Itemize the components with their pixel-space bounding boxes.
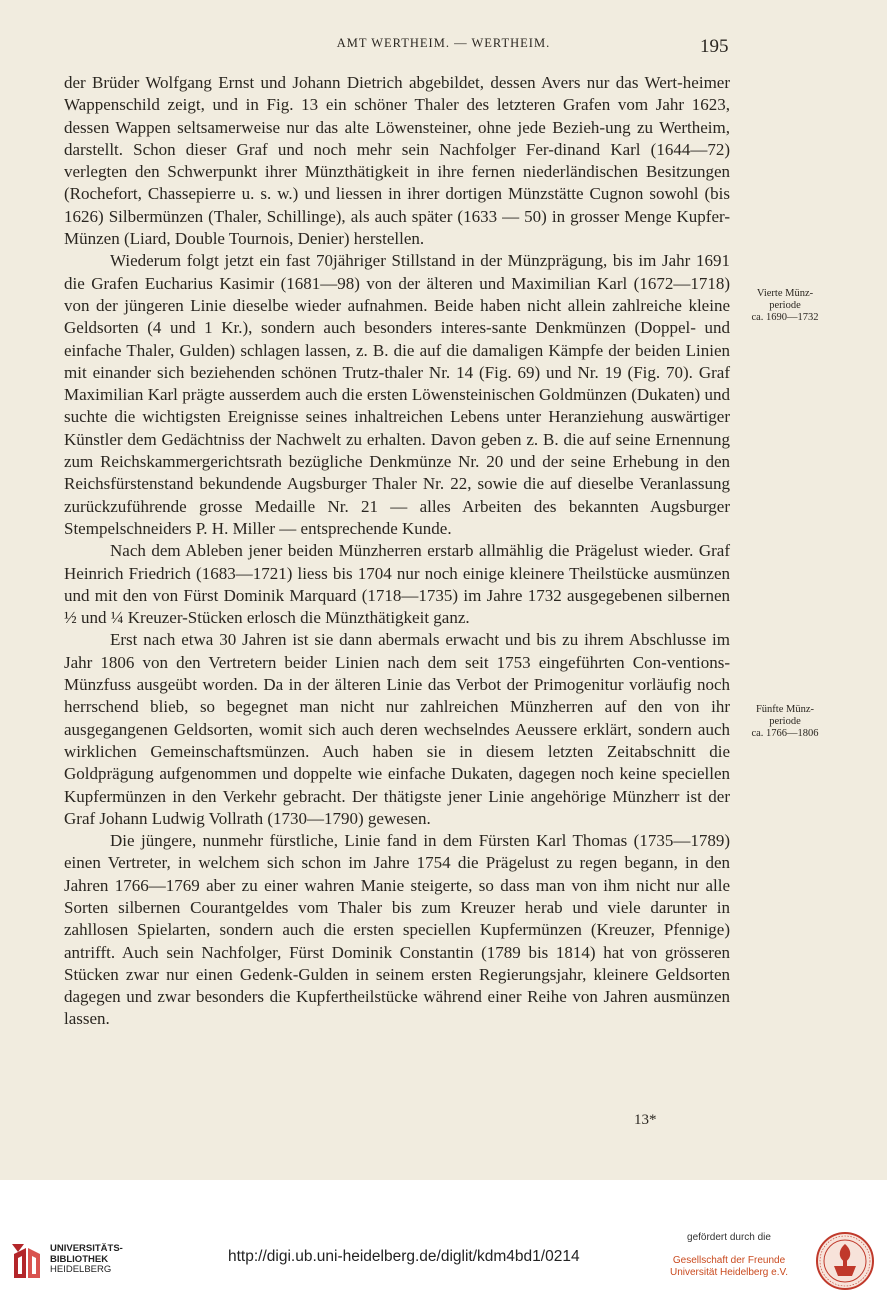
paragraph-2: Wiederum folgt jetzt ein fast 70jähriger Stillstand in der Münzprägung, bis im Jahr 1691 die Grafen Eucharius Kasimir (1681—98) von der älteren und Maximilian Karl (1672—1718) von der jüngeren Linie dieselbe wieder aufnahmen. Beide haben nicht allein zahlreiche kleine Geldsorten (4 und 1 Kr.), sondern auch besonders interes-sante Denkmünzen (Doppel- und einfache Thaler, Gulden) schlagen lassen, z. B. die auf die damaligen Kämpfe der beiden Linien mit einander sich beziehenden schönen Trutz-thaler Nr. 14 (Fig. 69) und Nr. 19 (Fig. 70). Graf Maximilian Karl prägte ausserdem auch die ersten Löwensteinischen Goldmünzen (Dukaten) und suchte die wichtigsten Ereignisse seines inhaltreichen Lebens unter Heranziehung auswärtiger Künstler dem Gedächtniss der Nachwelt zu erhalten. Davon geben z. B. die auf seine Ernennung zum Reichskammergerichtsrath bezügliche Denkmünze Nr. 20 und der seine Erhebung in den Reichsfürstenstand bekundende Augsburger Thaler Nr. 22, sowie die auf dieselbe Veranlassung zurückzuführende grosse Medaille Nr. 21 — alles Arbeiten des bekannten Augsburger Stempelschneiders P. H. Miller — entsprechende Kunde. [64, 251, 730, 538]
library-line-1: UNIVERSITÄTS- [50, 1243, 123, 1254]
permalink-url[interactable]: http://digi.ub.uni-heidelberg.de/diglit/kdm4bd1/0214 [228, 1248, 580, 1265]
library-line-2: BIBLIOTHEK [50, 1253, 109, 1265]
running-title: AMT WERTHEIM. — WERTHEIM. [336, 36, 551, 50]
university-library-logo-icon[interactable] [10, 1238, 44, 1280]
library-line-3: HEIDELBERG [50, 1264, 112, 1275]
margin-note-fourth-period [738, 288, 832, 324]
margin-note-title: Vierte Münz- [756, 288, 814, 299]
margin-note-dates: ca. 1690—1732 [751, 312, 819, 323]
paragraph-4: Erst nach etwa 30 Jahren ist sie dann abermals erwacht und bis zu ihrem Abschlusse im Jahr 1806 von den Vertretern beider Linien nach dem seit 1753 eingeführten Con-ventions-Münzfuss ausgeübt worden. Da in der älteren Linie das Verbot der Primogenitur vorläufig noch herrschend blieb, so begegnet man nicht nur zahlreichen Münzherren auf den von ihr ausgegangenen Geldsorten, womit sich auch deren wechselndes Aeussere erklärt, sondern auch wirklichen Gemeinschaftsmünzen. Auch haben sie in diesem letzten Zeitabschnitt die Goldprägung aufgenommen und doppelte wie einfache Dukaten, dagegen noch keine speciellen Kupfermünzen in den Verkehr gebracht. Der thätigste jener Linie angehörige Münzherr ist der Graf Johann Ludwig Vollrath (1730—1790) gewesen. [64, 630, 730, 828]
margin-note-fifth-period [738, 704, 832, 740]
paragraph-1: der Brüder Wolfgang Ernst und Johann Dietrich abgebildet, dessen Avers nur das Wert-heimer Wappenschild zeigt, und in Fig. 13 ein schöner Thaler des letzteren Grafen vom Jahr 1623, dessen Wappen seltsamerweise nur das alte Löwensteiner, ohne jede Bezieh-ung zu Wertheim, darstellt. Schon dieser Graf und noch mehr sein Nachfolger Fer-dinand Karl (1644—72) verlegten den Schwerpunkt ihrer Münzthätigkeit in ihre fernen niederländischen Besitzungen (Rochefort, Chassepierre u. s. w.) und liessen in ihrer dortigen Münzstätte Cugnon sowohl (bis 1626) Silbermünzen (Thaler, Schillinge), als auch später (1633 — 50) in grosser Menge Kupfer-Münzen (Liard, Double Tournois, Denier) herstellen. [64, 73, 730, 249]
sponsor-name-line-2: Universität Heidelberg e.V. [669, 1267, 789, 1278]
sponsor-name-line-1: Gesellschaft der Freunde [672, 1255, 786, 1266]
margin-note-subtitle: periode [769, 716, 801, 727]
sponsor-name[interactable] [660, 1255, 798, 1279]
margin-note-subtitle: periode [769, 300, 801, 311]
body-text [64, 72, 730, 1031]
margin-note-dates: ca. 1766—1806 [751, 728, 819, 739]
university-library-name [50, 1244, 123, 1276]
paragraph-5: Die jüngere, nunmehr fürstliche, Linie fand in dem Fürsten Karl Thomas (1735—1789) einen Vertreter, in welchem sich schon im Jahre 1754 die Prägelust zu regen begann, in den Jahren 1766—1769 aber zu einer wahren Manie steigerte, so dass man von ihm nicht nur alle Sorten silbernen Courantgeldes vom Thaler bis zum Kreuzer herab und viele darunter in zahllosen Spielarten, sondern auch die ersten speciellen Kupfermünzen (Kreuzer, Pfennige) antrifft. Auch sein Nachfolger, Fürst Dominik Constantin (1789 bis 1814) hat von grösseren Stücken zwar nur einen Gedenk-Gulden in seinem ersten Regierungsjahr, kleinere Geldsorten dagegen und zwar besonders die Kupfertheilstücke während einer Reihe von Jahren ausmünzen lassen. [64, 831, 730, 1029]
margin-note-title: Fünfte Münz- [755, 704, 815, 715]
sponsor-label: gefördert durch die [687, 1232, 771, 1243]
paragraph-3: Nach dem Ableben jener beiden Münzherren erstarb allmählig die Prägelust wieder. Graf Heinrich Friedrich (1683—1721) liess bis 1704 nur noch einige kleinere Theilstücke ausmünzen und mit den von Fürst Dominik Marquard (1718—1735) im Jahre 1732 ausgegebenen silbernen ½ und ¼ Kreuzer-Stücken erlosch die Münzthätigkeit ganz. [64, 541, 730, 628]
sponsor-block [660, 1232, 798, 1279]
signature-mark: 13* [634, 1112, 657, 1128]
university-seal-icon [816, 1232, 874, 1290]
page-number: 195 [700, 36, 729, 57]
